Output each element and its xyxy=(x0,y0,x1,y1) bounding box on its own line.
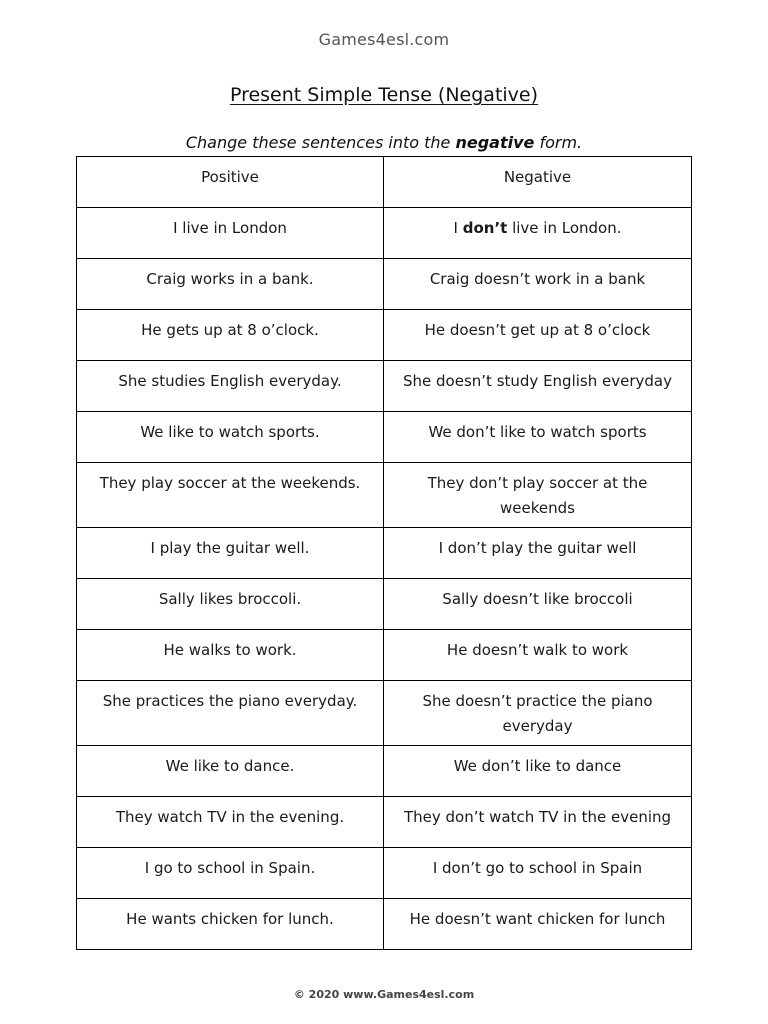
table-row xyxy=(77,310,692,361)
negative-cell xyxy=(384,208,692,259)
positive-cell: She studies English everyday. xyxy=(77,361,384,412)
positive-cell: I go to school in Spain. xyxy=(77,848,384,899)
positive-cell: I play the guitar well. xyxy=(77,528,384,579)
table-row xyxy=(77,681,692,746)
table-row xyxy=(77,412,692,463)
table-row xyxy=(77,797,692,848)
positive-cell: He walks to work. xyxy=(77,630,384,681)
negative-cell: They don’t play soccer at the weekends xyxy=(384,463,692,528)
negative-cell: I don’t play the guitar well xyxy=(384,528,692,579)
table-row xyxy=(77,528,692,579)
positive-cell: We like to dance. xyxy=(77,746,384,797)
page-title: Present Simple Tense (Negative) xyxy=(229,84,539,106)
negative-cell: They don’t watch TV in the evening xyxy=(384,797,692,848)
negative-cell: He doesn’t want chicken for lunch xyxy=(384,899,692,950)
positive-cell: He wants chicken for lunch. xyxy=(77,899,384,950)
negative-example-start: I xyxy=(453,219,463,237)
instruction-text-start: Change these sentences into the xyxy=(185,133,456,152)
table-row xyxy=(77,463,692,528)
table-row xyxy=(77,579,692,630)
negative-cell: She doesn’t study English everyday xyxy=(384,361,692,412)
positive-cell: They watch TV in the evening. xyxy=(77,797,384,848)
copyright-footer: © 2020 www.Games4esl.com xyxy=(293,988,475,1001)
positive-cell: Craig works in a bank. xyxy=(77,259,384,310)
positive-cell: He gets up at 8 o’clock. xyxy=(77,310,384,361)
negative-example-end: live in London. xyxy=(507,219,622,237)
negative-example-bold: don’t xyxy=(462,219,508,237)
positive-cell: I live in London xyxy=(77,208,384,259)
positive-cell: They play soccer at the weekends. xyxy=(77,463,384,528)
positive-cell: Sally likes broccoli. xyxy=(77,579,384,630)
instruction-text-end: form. xyxy=(534,133,583,152)
negative-cell: Craig doesn’t work in a bank xyxy=(384,259,692,310)
table-row xyxy=(77,208,692,259)
negative-cell: I don’t go to school in Spain xyxy=(384,848,692,899)
table-row xyxy=(77,361,692,412)
negative-cell: He doesn’t get up at 8 o’clock xyxy=(384,310,692,361)
site-header: Games4esl.com xyxy=(318,30,450,49)
negative-cell: Sally doesn’t like broccoli xyxy=(384,579,692,630)
column-header-negative: Negative xyxy=(384,157,692,208)
positive-cell: We like to watch sports. xyxy=(77,412,384,463)
negative-cell: He doesn’t walk to work xyxy=(384,630,692,681)
instruction-emphasis: negative xyxy=(455,133,535,152)
table-row xyxy=(77,899,692,950)
instruction xyxy=(0,133,768,152)
table-row xyxy=(77,259,692,310)
table-row xyxy=(77,746,692,797)
negative-cell: We don’t like to dance xyxy=(384,746,692,797)
negative-cell: We don’t like to watch sports xyxy=(384,412,692,463)
table-header-row xyxy=(77,157,692,208)
negative-cell: She doesn’t practice the piano everyday xyxy=(384,681,692,746)
column-header-positive: Positive xyxy=(77,157,384,208)
positive-cell: She practices the piano everyday. xyxy=(77,681,384,746)
sentence-table xyxy=(76,156,692,950)
table-row xyxy=(77,848,692,899)
table-row xyxy=(77,630,692,681)
